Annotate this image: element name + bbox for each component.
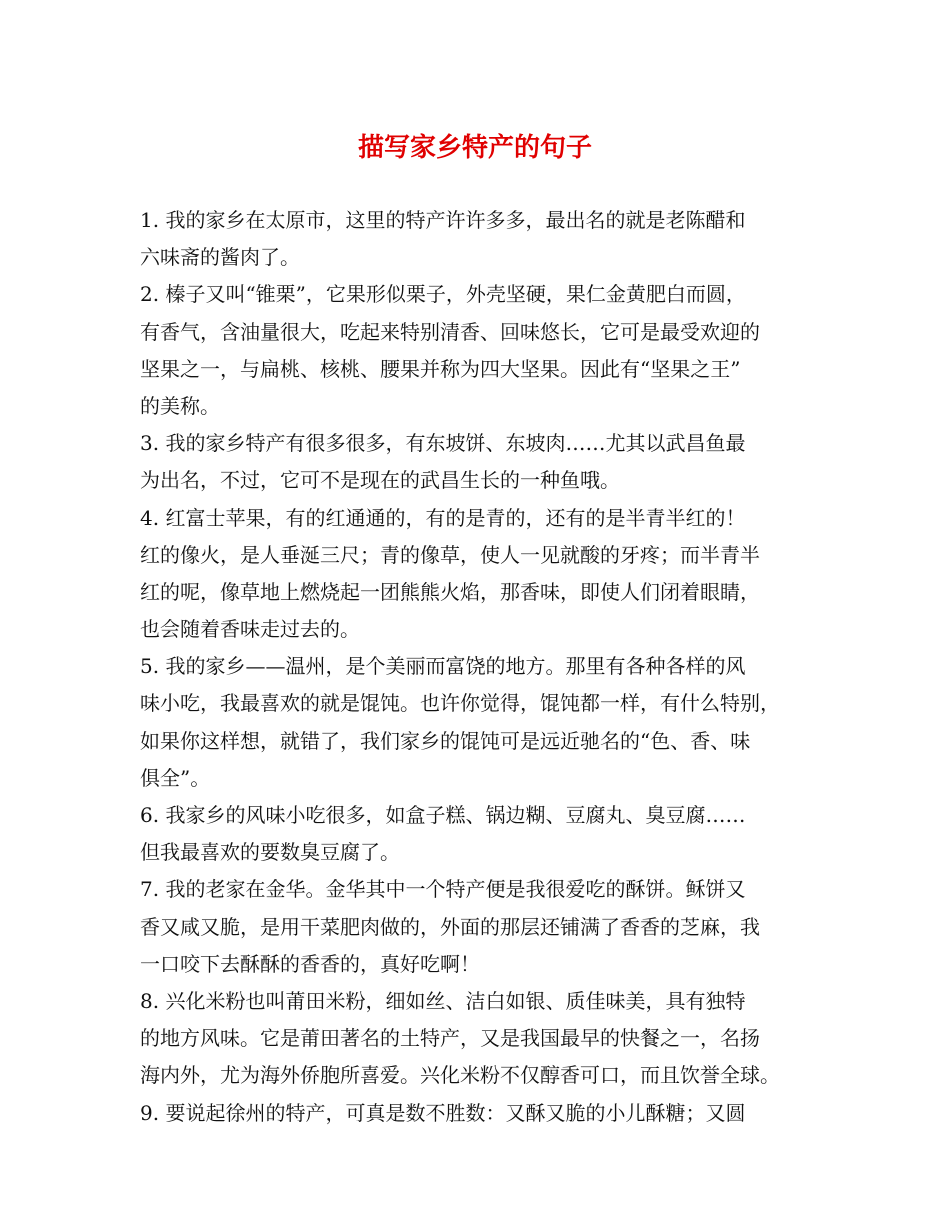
- text-line: 红的像火，是人垂涎三尺；青的像草，使人一见就酸的牙疼；而半青半: [140, 542, 760, 567]
- text-line: 5. 我的家乡——温州，是个美丽而富饶的地方。那里有各种各样的风: [140, 654, 746, 679]
- page-title: 描写家乡特产的句子: [357, 133, 592, 163]
- document-body: [140, 202, 828, 1132]
- text-line: 俱全”。: [140, 765, 211, 790]
- text-line: 红的呢，像草地上燃烧起一团熊熊火焰，那香味，即使人们闭着眼睛，: [140, 579, 760, 604]
- text-line: 有香气，含油量很大，吃起来特别清香、回味悠长，它可是最受欢迎的: [140, 319, 760, 344]
- text-line: 4. 红富士苹果，有的红通通的，有的是青的，还有的是半青半红的！: [140, 505, 746, 530]
- text-line: 六味斋的酱肉了。: [140, 245, 300, 270]
- text-line: 但我最喜欢的要数臭豆腐了。: [140, 840, 400, 865]
- text-line: 的地方风味。它是莆田著名的土特产，又是我国最早的快餐之一，名扬: [140, 1026, 760, 1051]
- text-line: 也会随着香味走过去的。: [140, 617, 360, 642]
- text-line: 海内外，尤为海外侨胞所喜爱。兴化米粉不仅醇香可口，而且饮誉全球。: [140, 1063, 780, 1088]
- text-line: 8. 兴化米粉也叫莆田米粉，细如丝、洁白如银、质佳味美，具有独特: [140, 988, 746, 1013]
- text-line: 3. 我的家乡特产有很多很多，有东坡饼、东坡肉……尤其以武昌鱼最: [140, 431, 746, 456]
- text-line: 6. 我家乡的风味小吃很多，如盒子糕、锅边糊、豆腐丸、臭豆腐……: [140, 803, 746, 827]
- text-line: 为出名，不过，它可不是现在的武昌生长的一种鱼哦。: [140, 468, 620, 493]
- text-line: 9. 要说起徐州的特产，可真是数不胜数：又酥又脆的小儿酥糖；又圆: [140, 1100, 746, 1125]
- text-line: 的美称。: [140, 393, 220, 418]
- text-line: 坚果之一，与扁桃、核桃、腰果并称为四大坚果。因此有“坚果之王”: [140, 356, 741, 381]
- text-line: 2. 榛子又叫“锥栗”，它果形似栗子，外壳坚硬，果仁金黄肥白而圆，: [140, 282, 746, 307]
- text-line: 如果你这样想，就错了，我们家乡的馄饨可是远近驰名的“色、香、味: [140, 728, 751, 753]
- text-line: 香又咸又脆，是用干菜肥肉做的，外面的那层还铺满了香香的芝麻，我: [140, 914, 760, 939]
- text-line: 一口咬下去酥酥的香香的，真好吃啊！: [140, 951, 480, 976]
- text-line: 味小吃，我最喜欢的就是馄饨。也许你觉得，馄饨都一样，有什么特别，: [140, 691, 780, 716]
- text-line: 7. 我的老家在金华。金华其中一个特产便是我很爱吃的酥饼。稣饼又: [140, 877, 746, 902]
- text-line: 1. 我的家乡在太原市，这里的特产许许多多，最出名的就是老陈醋和: [140, 208, 746, 232]
